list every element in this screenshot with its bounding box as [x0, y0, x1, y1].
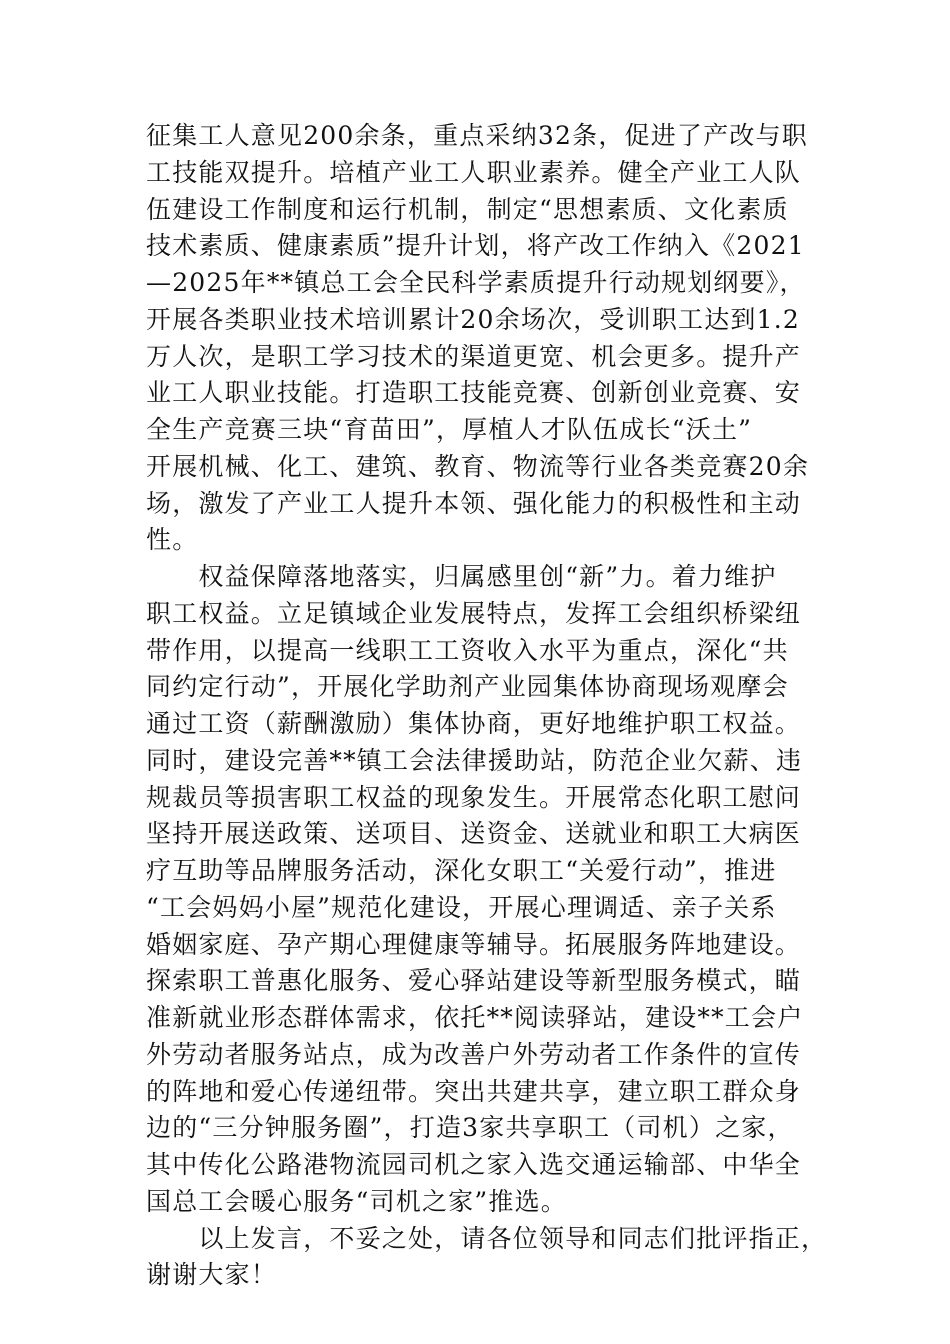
text-line: 国总工会暖心服务“司机之家”推选。 [146, 1186, 567, 1216]
text-line: 万人次，是职工学习技术的渠道更宽、机会更多。提升产 [146, 341, 802, 371]
text-line: 征集工人意见200余条，重点采纳32条，促进了产改与职 [146, 121, 808, 150]
text-line: —2025年**镇总工会全民科学素质提升行动规划纲要》， [146, 268, 806, 297]
text-line: 开展各类职业技术培训累计20余场次，受训职工达到1.2 [146, 304, 800, 334]
text-line: 业工人职业技能。打造职工技能竞赛、创新创业竞赛、安 [146, 378, 802, 408]
text-line: “工会妈妈小屋”规范化建设，开展心理调适、亲子关系 [146, 892, 777, 922]
text-line: 通过工资（薪酬激励）集体协商，更好地维护职工权益。 [146, 709, 802, 738]
text-line: 探索职工普惠化服务、爱心驿站建设等新型服务模式，瞄 [146, 966, 802, 996]
text-line: 以上发言，不妥之处，请各位领导和同志们批评指正， [146, 1223, 828, 1253]
text-line: 工技能双提升。培植产业工人职业素养。健全产业工人队 [146, 157, 802, 187]
text-line: 技术素质、健康素质”提升计划，将产改工作纳入《2021 [146, 231, 805, 261]
text-line: 坚持开展送政策、送项目、送资金、送就业和职工大病医 [146, 819, 802, 849]
text-line: 性。 [146, 525, 199, 555]
text-line: 伍建设工作制度和运行机制，制定“思想素质、文化素质 [146, 194, 789, 224]
text-line: 全生产竞赛三块“育苗田”，厚植人才队伍成长“沃土” [146, 415, 753, 444]
text-line: 同时，建设完善**镇工会法律援助站，防范企业欠薪、违 [146, 745, 803, 775]
text-line: 场，激发了产业工人提升本领、强化能力的积极性和主动 [146, 488, 802, 518]
text-line: 谢谢大家！ [146, 1260, 278, 1290]
text-line: 职工权益。立足镇域企业发展特点，发挥工会组织桥梁纽 [146, 598, 802, 628]
body-text [146, 118, 828, 1294]
text-line: 疗互助等品牌服务活动，深化女职工“关爱行动”，推进 [146, 856, 777, 885]
text-line: 外劳动者服务站点，成为改善户外劳动者工作条件的宣传 [146, 1039, 802, 1069]
text-line: 边的“三分钟服务圈”，打造3家共享职工（司机）之家， [146, 1113, 794, 1143]
text-line: 权益保障落地落实，归属感里创“新”力。着力维护 [146, 562, 777, 591]
text-line: 带作用，以提高一线职工工资收入水平为重点，深化“共 [146, 635, 789, 665]
text-line: 同约定行动”，开展化学助剂产业园集体协商现场观摩会 [146, 672, 789, 702]
text-line: 开展机械、化工、建筑、教育、物流等行业各类竞赛20余 [146, 451, 810, 481]
text-line: 准新就业形态群体需求，依托**阅读驿站，建设**工会户 [146, 1003, 804, 1032]
text-line: 规裁员等损害职工权益的现象发生。开展常态化职工慰问 [146, 782, 802, 812]
text-line: 的阵地和爱心传递纽带。突出共建共享，建立职工群众身 [146, 1076, 802, 1106]
text-line: 婚姻家庭、孕产期心理健康等辅导。拓展服务阵地建设。 [146, 929, 802, 959]
text-line: 其中传化公路港物流园司机之家入选交通运输部、中华全 [146, 1150, 802, 1179]
